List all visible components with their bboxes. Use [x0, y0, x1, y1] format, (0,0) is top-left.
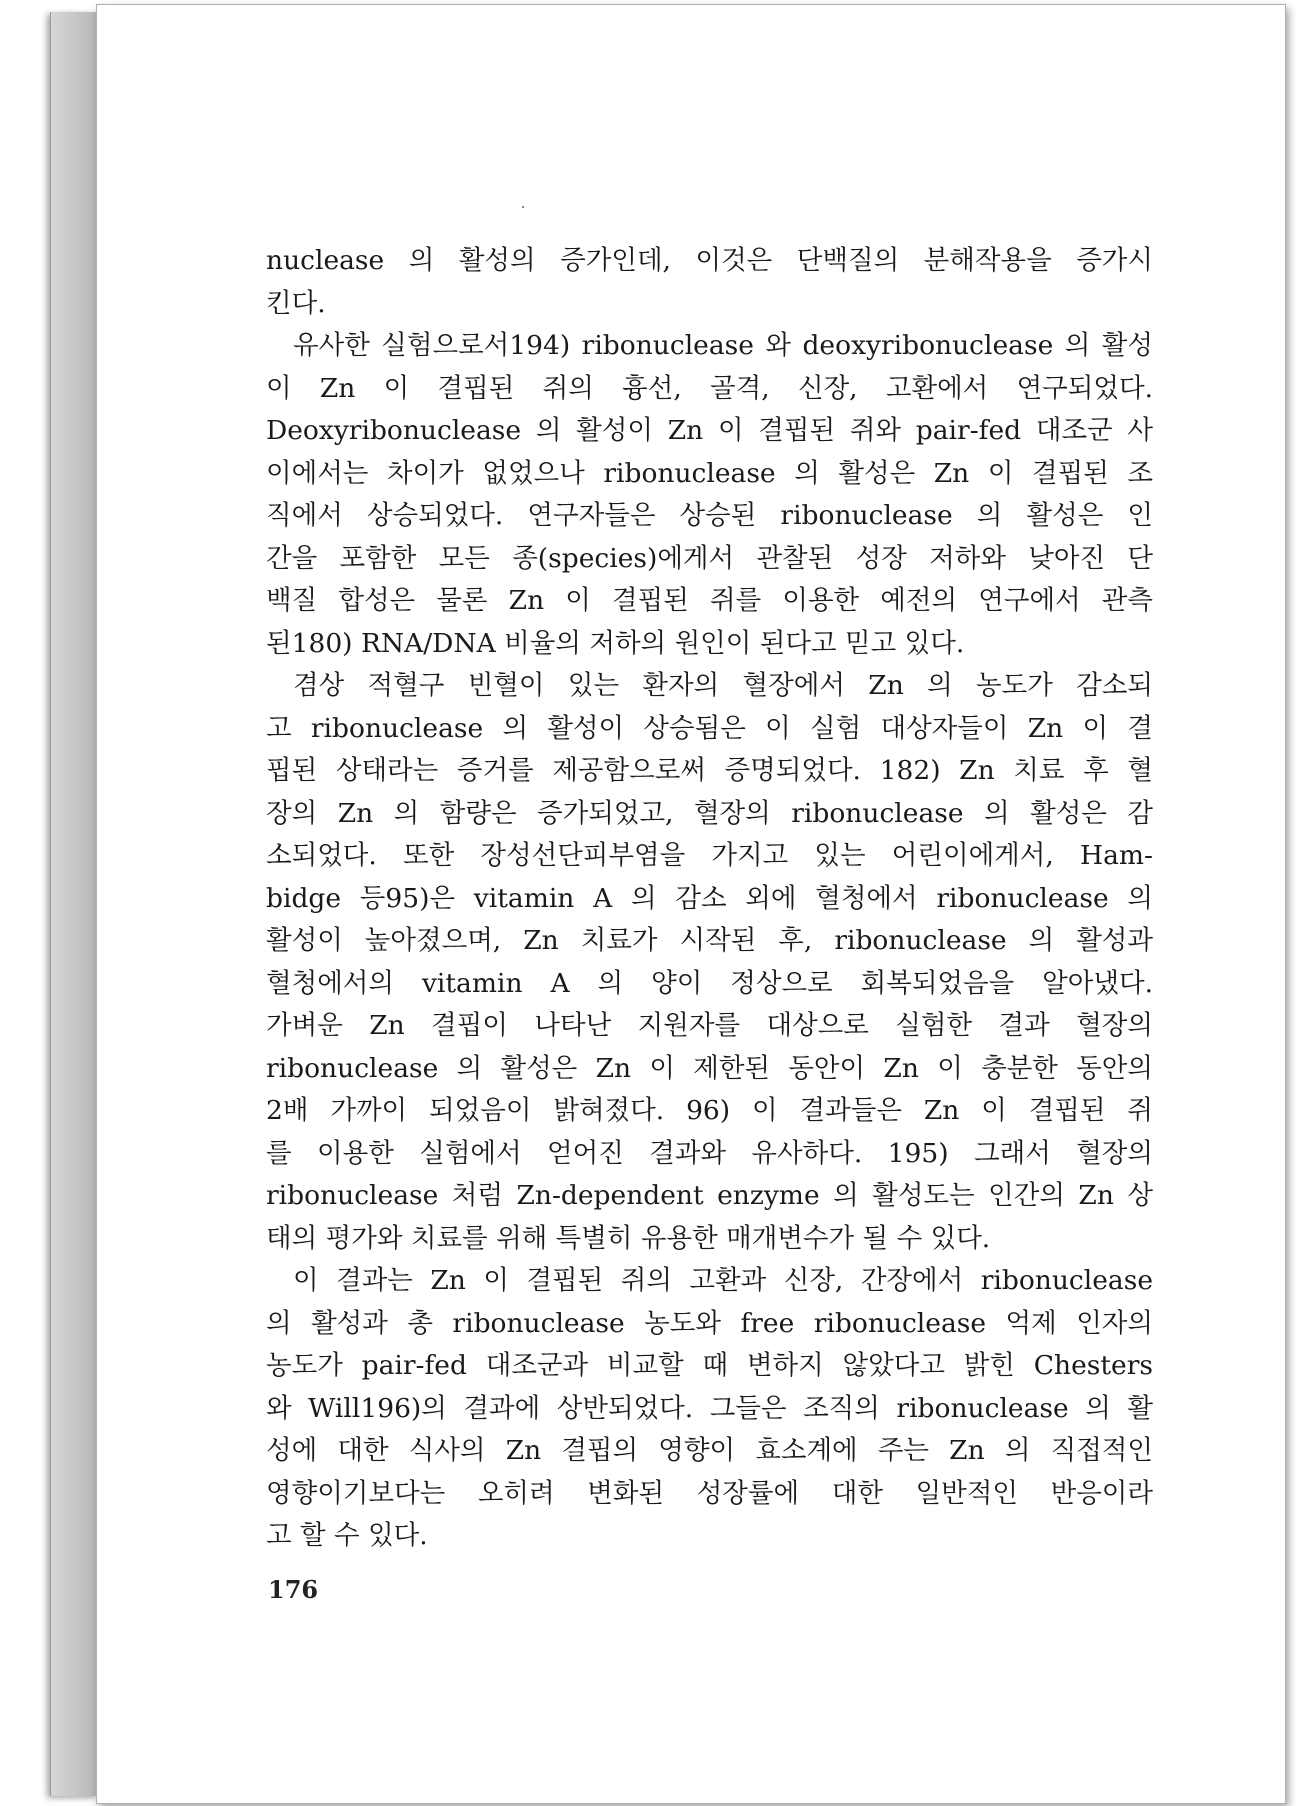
text-line: 와 Will196)의 결과에 상반되었다. 그들은 조직의 ribonuclease 의 활: [266, 1392, 1153, 1424]
text-line: 백질 합성은 물론 Zn 이 결핍된 쥐를 이용한 예전의 연구에서 관측: [266, 585, 1153, 616]
text-line: 킨다.: [266, 287, 326, 319]
text-line: 장의 Zn 의 함량은 증가되었고, 혈장의 ribonuclease 의 활성은 감: [266, 797, 1153, 829]
text-line: 직에서 상승되었다. 연구자들은 상승된 ribonuclease 의 활성은 인: [266, 500, 1153, 531]
text-line: 이에서는 차이가 없었으나 ribonuclease 의 활성은 Zn 이 결핍된 조: [266, 457, 1153, 489]
text-line: 간을 포함한 모든 종(species)에게서 관찰된 성장 저하와 낮아진 단: [266, 542, 1153, 574]
text-line: 2배 가까이 되었음이 밝혀졌다. 96) 이 결과들은 Zn 이 결핍된 쥐: [266, 1095, 1153, 1126]
text-line: 성에 대한 식사의 Zn 결핍의 영향이 효소계에 주는 Zn 의 직접적인: [266, 1435, 1153, 1466]
text-line: Deoxyribonuclease 의 활성이 Zn 이 결핍된 쥐와 pair-fed 대조군 사: [266, 415, 1153, 446]
text-line: 활성이 높아졌으며, Zn 치료가 시작된 후, ribonuclease 의 활성과: [266, 925, 1153, 956]
body-text: [266, 240, 1153, 1558]
text-line: 이 결과는 Zn 이 결핍된 쥐의 고환과 신장, 간장에서 ribonuclease: [293, 1265, 1153, 1296]
text-line: 된180) RNA/DNA 비율의 저하의 원인이 된다고 믿고 있다.: [266, 627, 965, 659]
text-line: 가벼운 Zn 결핍이 나타난 지원자를 대상으로 실험한 결과 혈장의: [266, 1010, 1153, 1041]
text-line: 태의 평가와 치료를 위해 특별히 유용한 매개변수가 될 수 있다.: [266, 1222, 991, 1254]
page-number: 176: [268, 1575, 319, 1604]
text-line: 고 ribonuclease 의 활성이 상승됨은 이 실험 대상자들이 Zn 이 결: [266, 712, 1153, 744]
text-line: 핍된 상태라는 증거를 제공함으로써 증명되었다. 182) Zn 치료 후 혈: [266, 755, 1153, 786]
text-line: 영향이기보다는 오히려 변화된 성장률에 대한 일반적인 반응이라: [266, 1477, 1153, 1509]
text-line: 소되었다. 또한 장성선단피부염을 가지고 있는 어린이에게서, Ham-: [266, 840, 1153, 871]
book-spine: [50, 12, 99, 1796]
text-line: 혈청에서의 vitamin A 의 양이 정상으로 회복되었음을 알아냈다.: [266, 967, 1153, 999]
text-line: ribonuclease 의 활성은 Zn 이 제한된 동안이 Zn 이 충분한 동안의: [266, 1052, 1153, 1084]
print-speck: [522, 206, 524, 208]
text-line: 의 활성과 총 ribonuclease 농도와 free ribonuclease 억제 인자의: [266, 1307, 1153, 1339]
text-line: 겸상 적혈구 빈혈이 있는 환자의 혈장에서 Zn 의 농도가 감소되: [293, 670, 1153, 701]
text-line: ribonuclease 처럼 Zn-dependent enzyme 의 활성도는 인간의 Zn 상: [266, 1180, 1153, 1211]
text-line: 고 할 수 있다.: [266, 1520, 428, 1551]
text-line: 이 Zn 이 결핍된 쥐의 흉선, 골격, 신장, 고환에서 연구되었다.: [266, 372, 1153, 404]
text-line: 를 이용한 실험에서 얻어진 결과와 유사하다. 195) 그래서 혈장의: [266, 1137, 1153, 1169]
text-line: nuclease 의 활성의 증가인데, 이것은 단백질의 분해작용을 증가시: [266, 245, 1153, 276]
text-line: bidge 등95)은 vitamin A 의 감소 외에 혈청에서 ribonuclease 의: [266, 882, 1153, 914]
text-line: 농도가 pair-fed 대조군과 비교할 때 변하지 않았다고 밝힌 Chesters: [266, 1350, 1153, 1381]
text-line: 유사한 실험으로서194) ribonuclease 와 deoxyribonuclease 의 활성: [293, 330, 1153, 361]
